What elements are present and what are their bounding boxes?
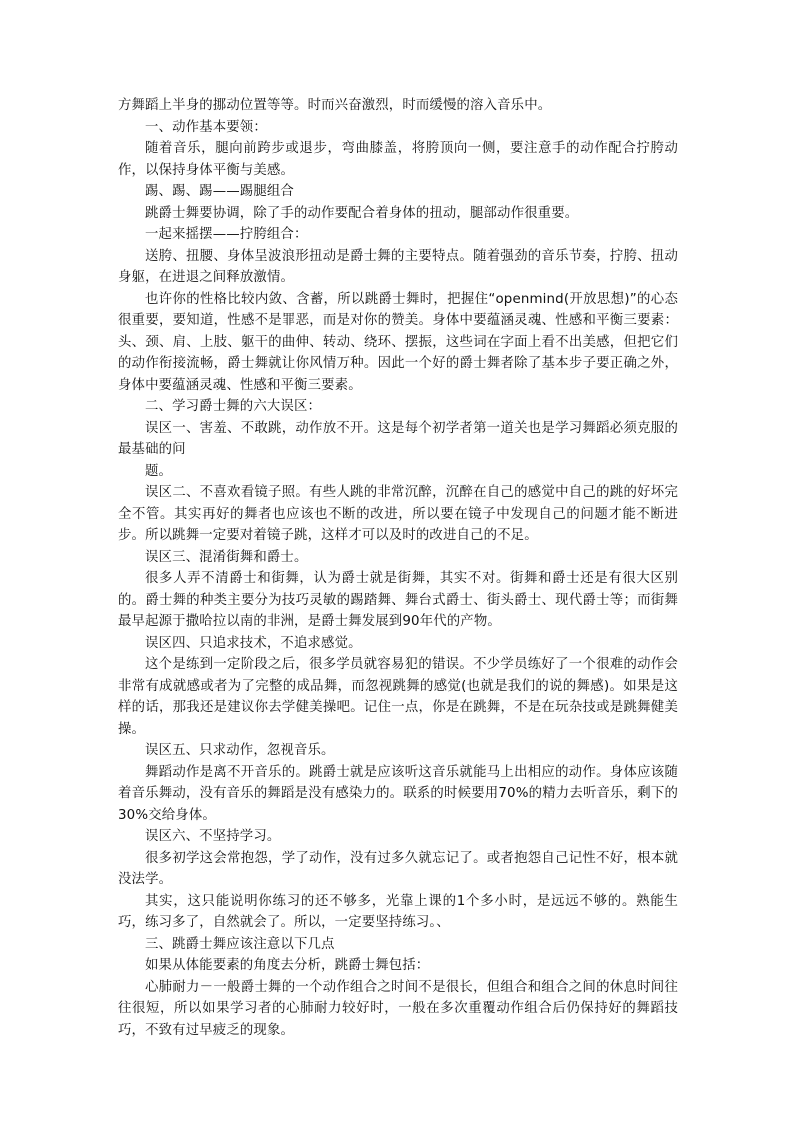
paragraph: 方舞蹈上半身的挪动位置等等。时而兴奋激烈，时而缓慢的溶入音乐中。 — [118, 98, 552, 113]
paragraph: 误区一、害羞、不敢跳，动作放不开。这是每个初学者第一道关也是学习舞蹈必须克服的最基础的问 — [118, 420, 678, 457]
paragraph: 随着音乐，腿向前跨步或退步，弯曲膝盖，将胯顶向一侧，要注意手的动作配合拧胯动作，以保持身体平衡与美感。 — [118, 141, 678, 178]
paragraph: 其实，这只能说明你练习的还不够多，光靠上课的1个多小时，是远远不够的。熟能生巧，练习多了，自然就会了。所以，一定要坚持练习。、 — [118, 893, 678, 930]
paragraph: 跳爵士舞要协调，除了手的动作要配合着身体的扭动，腿部动作很重要。 — [145, 205, 579, 221]
subheading: 误区五、只求动作，忽视音乐。 — [145, 743, 335, 758]
subheading: 踢、踢、踢——踢腿组合 — [145, 184, 294, 199]
paragraph: 很多人弄不清爵士和街舞，认为爵士就是街舞，其实不对。街舞和爵士还是有很大区别的。爵士舞的种类主要分为技巧灵敏的踢踏舞、舞台式爵士、街头爵士、现代爵士等；而街舞最早起源于撒哈拉以南的非洲，是爵士舞发展到90年代的产物。 — [118, 571, 678, 629]
paragraph: 这个是练到一定阶段之后，很多学员就容易犯的错误。不少学员练好了一个很难的动作会非常有成就感或者为了完整的成品舞，而忽视跳舞的感觉(也就是我们的说的舞感)。如果是这样的话，那我还是建议你去学健美操吧。记住一点，你是在跳舞，不是在玩杂技或是跳舞健美操。 — [118, 657, 678, 737]
paragraph: 很多初学这会常抱怨，学了动作，没有过多久就忘记了。或者抱怨自己记性不好，根本就没法学。 — [118, 850, 678, 887]
paragraph: 送胯、扭腰、身体呈波浪形扭动是爵士舞的主要特点。随着强劲的音乐节奏，拧胯、扭动身躯，在进退之间释放激情。 — [118, 248, 678, 285]
document-page — [118, 95, 678, 1041]
section-heading: 一、动作基本要领： — [145, 119, 267, 135]
subheading: 误区六、不坚持学习。 — [145, 829, 281, 844]
subheading: 误区三、混淆街舞和爵士。 — [145, 549, 308, 565]
paragraph: 如果从体能要素的角度去分析，跳爵士舞包括： — [145, 958, 430, 973]
section-heading: 二、学习爵士舞的六大误区： — [145, 399, 322, 414]
paragraph: 误区二、不喜欢看镜子照。有些人跳的非常沉醉，沉醉在自己的感觉中自己的跳的好坏完全不管。其实再好的舞者也应该也不断的改进，所以要在镜子中发现自己的问题才能不断进步。所以跳舞一定要对着镜子跳，这样才可以及时的改进自己的不足。 — [118, 485, 678, 543]
paragraph: 也许你的性格比较内敛、含蓄，所以跳爵士舞时，把握住“openmind(开放思想)”的心态很重要，要知道，性感不是罪恶，而是对你的赞美。身体中要蕴涵灵魂、性感和平衡三要素：头、颈、肩、上肢、躯干的曲伸、转动、绕环、摆振，这些词在字面上看不出美感，但把它们的动作衔接流畅，爵士舞就让你风情万种。因此一个好的爵士舞者除了基本步子要正确之外，身体中要蕴涵灵魂、性感和平衡三要素。 — [118, 291, 678, 393]
subheading: 误区四、只追求技术，不追求感觉。 — [145, 635, 362, 651]
paragraph: 心肺耐力－一般爵士舞的一个动作组合之时间不是很长，但组合和组合之间的休息时间往往很短，所以如果学习者的心肺耐力较好时，一般在多次重覆动作组合后仍保持好的舞蹈技巧，不致有过早疲乏的现象。 — [118, 979, 678, 1038]
subheading: 一起来摇摆——拧胯组合： — [145, 227, 308, 242]
section-heading: 三、跳爵士舞应该注意以下几点 — [145, 936, 335, 952]
paragraph-continuation: 题。 — [145, 463, 173, 479]
paragraph: 舞蹈动作是离不开音乐的。跳爵士就是应该听这音乐就能马上出相应的动作。身体应该随着音乐舞动，没有音乐的舞蹈是没有感染力的。联系的时候要用70%的精力去听音乐，剩下的30%交给身体。 — [118, 764, 678, 823]
